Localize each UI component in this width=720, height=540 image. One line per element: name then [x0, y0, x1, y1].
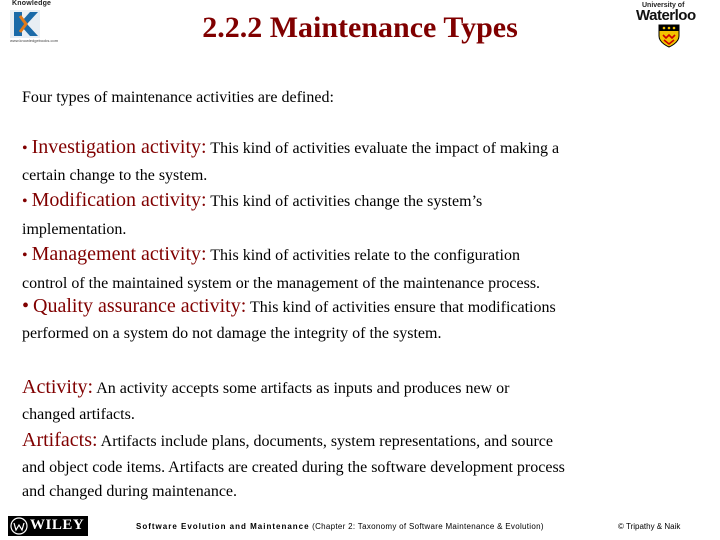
waterloo-logo-top: University of — [642, 2, 685, 9]
bullet-icon: • — [22, 247, 28, 264]
term-quality-assurance: Quality assurance activity: — [33, 295, 247, 317]
wiley-logo — [8, 516, 88, 536]
term-modification: Modification activity: — [31, 189, 207, 211]
def-artifacts-line-3: and changed during maintenance. — [22, 483, 238, 500]
waterloo-logo-name: Waterloo — [636, 7, 696, 24]
bullet-icon: • — [22, 295, 30, 317]
bullet-item-investigation — [22, 134, 712, 190]
def-artifacts-line-1: Artifacts include plans, documents, system representations, and source — [97, 433, 553, 450]
bullet-item-management — [22, 240, 712, 298]
desc-investigation: This kind of activities evaluate the impact of making a — [206, 140, 560, 157]
desc-management: This kind of activities relate to the configuration — [206, 247, 520, 264]
definition-activity — [22, 374, 712, 428]
crest-icon — [658, 24, 680, 48]
knowledge-logo-word: Knowledge — [12, 0, 52, 7]
bullet-icon: • — [22, 140, 28, 157]
definition-artifacts — [22, 426, 712, 504]
def-activity-line-2: changed artifacts. — [22, 406, 135, 423]
footer-copyright: © Tripathy & Naik — [618, 522, 681, 531]
term-activity: Activity: — [22, 376, 94, 398]
bullet-item-quality-assurance — [22, 292, 712, 346]
wiley-logo-text: WILEY — [30, 517, 85, 533]
page-title: 2.2.2 Maintenance Types — [202, 11, 518, 44]
cont-quality-assurance: performed on a system do not damage the integrity of the system. — [22, 325, 442, 342]
knowledge-logo-url: www.knowledgebooks.com — [10, 38, 59, 43]
waterloo-logo — [636, 2, 716, 48]
footer-chapter: (Chapter 2: Taxonomy of Software Maintenance & Evolution) — [309, 522, 544, 531]
intro-text: Four types of maintenance activities are defined: — [22, 89, 334, 106]
cont-management: control of the maintained system or the management of the maintenance process. — [22, 275, 541, 292]
def-artifacts-line-2: and object code items. Artifacts are created during the software development process — [22, 459, 565, 476]
cont-modification: implementation. — [22, 221, 127, 238]
term-investigation: Investigation activity: — [31, 136, 207, 158]
term-artifacts: Artifacts: — [22, 429, 98, 451]
bullet-item-modification — [22, 186, 712, 244]
desc-quality-assurance: This kind of activities ensure that modifications — [246, 299, 556, 316]
def-activity-line-1: An activity accepts some artifacts as inputs and produces new or — [93, 380, 510, 397]
term-management: Management activity: — [31, 243, 207, 265]
cont-investigation: certain change to the system. — [22, 167, 208, 184]
footer-reference — [136, 522, 544, 531]
wiley-seal-icon — [10, 517, 28, 535]
bullet-icon: • — [22, 193, 28, 210]
footer-book-title: Software Evolution and Maintenance — [136, 522, 310, 531]
desc-modification: This kind of activities change the system’s — [206, 193, 483, 210]
